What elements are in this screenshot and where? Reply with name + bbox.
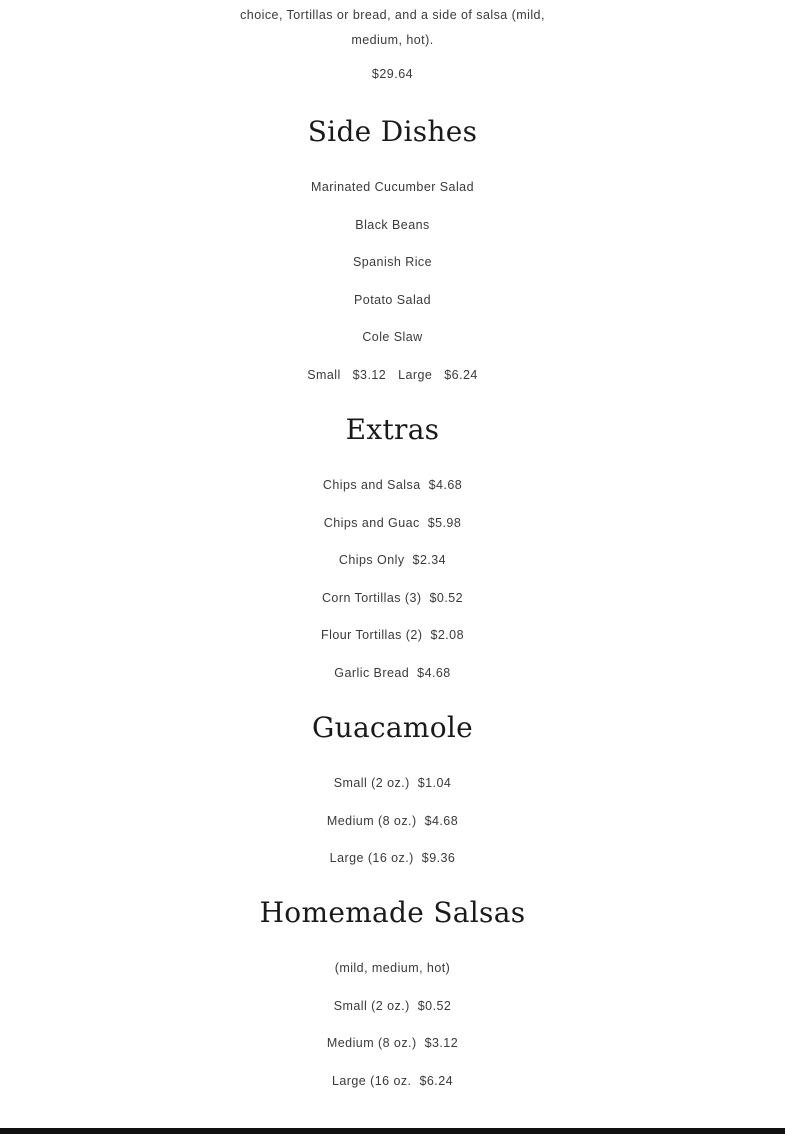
size-label: Small bbox=[307, 367, 341, 382]
side-dish-pricing bbox=[0, 365, 785, 385]
menu-item bbox=[0, 663, 785, 683]
item-price: $4.68 bbox=[417, 665, 451, 680]
item-name: Chips and Guac bbox=[323, 515, 420, 530]
guacamole-list bbox=[0, 773, 785, 868]
menu-item bbox=[0, 588, 785, 608]
extras-list bbox=[0, 475, 785, 683]
menu-item bbox=[0, 848, 785, 868]
item-price: $1.04 bbox=[417, 776, 452, 790]
item-name: Small (2 oz.) bbox=[333, 998, 410, 1013]
description-line: choice, Tortillas or bread, and a side of salsa (mild, bbox=[240, 8, 545, 22]
item-name: Small (2 oz.) bbox=[333, 776, 410, 790]
previous-item-description bbox=[0, 3, 785, 84]
section-heading: Guacamole bbox=[311, 711, 474, 744]
footer-bar bbox=[0, 1128, 785, 1134]
side-dishes-list bbox=[0, 177, 785, 385]
item-name: Large (16 oz.) bbox=[329, 851, 414, 865]
salsa-heat-note: (mild, medium, hot) bbox=[334, 961, 451, 975]
menu-item bbox=[0, 996, 785, 1016]
description-line: medium, hot). bbox=[351, 33, 434, 47]
section-side-dishes bbox=[0, 113, 785, 402]
item-price: $2.08 bbox=[430, 628, 464, 642]
item-price: $0.52 bbox=[429, 590, 464, 605]
item-price: $6.24 bbox=[419, 1073, 454, 1088]
item-name: Flour Tortillas (2) bbox=[321, 628, 423, 642]
menu-item bbox=[0, 773, 785, 793]
menu-item bbox=[0, 811, 785, 831]
item-price: $4.68 bbox=[424, 813, 459, 828]
menu-item: Cole Slaw bbox=[362, 330, 423, 344]
size-price: $3.12 bbox=[352, 367, 387, 382]
item-price: $4.68 bbox=[428, 478, 463, 492]
menu-item: Spanish Rice bbox=[352, 255, 433, 269]
item-name: Corn Tortillas (3) bbox=[321, 590, 422, 605]
menu-item: Black Beans bbox=[355, 217, 430, 232]
menu-item: Marinated Cucumber Salad bbox=[311, 180, 474, 194]
item-name: Medium (8 oz.) bbox=[326, 813, 417, 828]
section-heading: Extras bbox=[345, 413, 440, 446]
item-price: $0.52 bbox=[417, 998, 452, 1013]
item-price: $9.36 bbox=[421, 851, 456, 865]
size-price: $6.24 bbox=[444, 367, 478, 382]
menu-item bbox=[0, 625, 785, 645]
menu-item bbox=[0, 475, 785, 495]
size-label: Large bbox=[398, 367, 433, 382]
item-price: $2.34 bbox=[412, 553, 447, 567]
menu-item bbox=[0, 1033, 785, 1053]
item-name: Chips and Salsa bbox=[322, 478, 421, 492]
section-extras bbox=[0, 411, 785, 700]
item-price: $29.64 bbox=[371, 67, 414, 81]
section-heading: Side Dishes bbox=[307, 115, 478, 148]
salsas-list bbox=[0, 958, 785, 1091]
section-guacamole bbox=[0, 709, 785, 886]
menu-item bbox=[0, 550, 785, 570]
section-homemade-salsas bbox=[0, 894, 785, 1108]
item-price: $3.12 bbox=[424, 1036, 459, 1050]
menu-item: Potato Salad bbox=[354, 292, 431, 307]
item-name: Large (16 oz. bbox=[331, 1073, 412, 1088]
menu-item bbox=[0, 513, 785, 533]
item-name: Medium (8 oz.) bbox=[326, 1036, 417, 1050]
item-name: Garlic Bread bbox=[334, 665, 410, 680]
item-name: Chips Only bbox=[338, 553, 405, 567]
item-price: $5.98 bbox=[427, 515, 462, 530]
section-heading: Homemade Salsas bbox=[259, 896, 526, 929]
menu-item bbox=[0, 1071, 785, 1091]
